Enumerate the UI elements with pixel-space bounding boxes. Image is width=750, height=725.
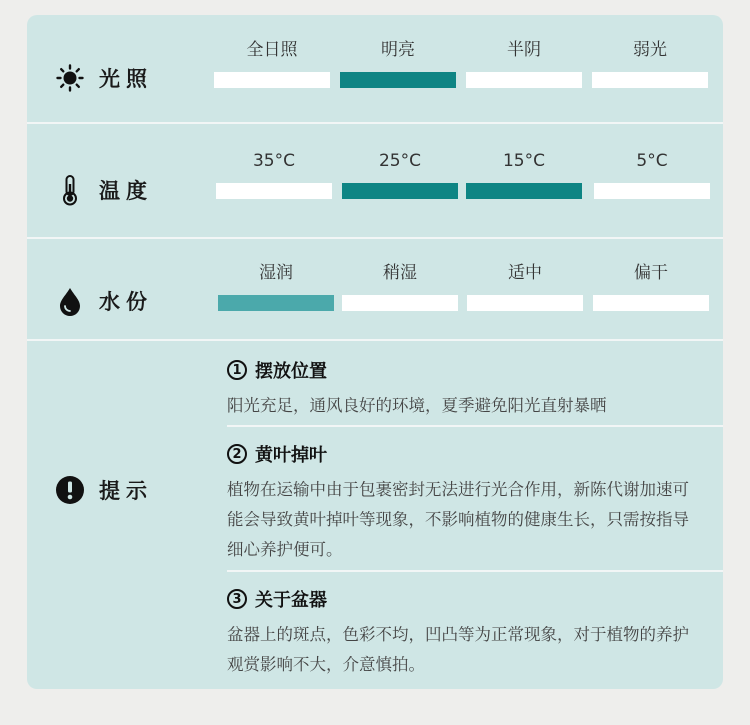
tip-item bbox=[227, 441, 723, 565]
light-row bbox=[27, 15, 723, 122]
water-label-text: 水份 bbox=[99, 290, 153, 314]
level-bar-active bbox=[218, 295, 334, 311]
water-option-moist bbox=[218, 261, 334, 311]
level-bar bbox=[342, 295, 458, 311]
light-label bbox=[55, 63, 153, 93]
light-option-low-light bbox=[592, 38, 708, 88]
level-bar bbox=[214, 72, 330, 88]
tip-title-text: 黄叶掉叶 bbox=[255, 445, 327, 466]
temperature-row bbox=[27, 124, 723, 237]
level-bar bbox=[216, 183, 332, 199]
tip-item bbox=[227, 357, 723, 421]
option-label: 35°C bbox=[252, 151, 295, 171]
temp-option-15 bbox=[466, 149, 582, 199]
tip-item bbox=[227, 586, 723, 680]
light-option-bright bbox=[340, 38, 456, 88]
option-label: 稍湿 bbox=[383, 263, 417, 283]
tips-label bbox=[55, 475, 153, 505]
water-label bbox=[55, 286, 153, 316]
tip-number: 1 bbox=[227, 360, 247, 380]
water-option-dry bbox=[593, 261, 709, 311]
temp-option-25 bbox=[342, 149, 458, 199]
tip-title bbox=[227, 586, 723, 612]
water-row bbox=[27, 239, 723, 339]
option-label: 弱光 bbox=[633, 40, 667, 60]
alert-icon bbox=[55, 475, 85, 505]
tip-title bbox=[227, 441, 723, 467]
temp-option-5 bbox=[594, 149, 710, 199]
option-label: 25°C bbox=[378, 151, 421, 171]
tip-body: 阳光充足，通风良好的环境，夏季避免阳光直射暴晒 bbox=[227, 396, 607, 415]
level-bar bbox=[592, 72, 708, 88]
level-bar bbox=[466, 72, 582, 88]
water-option-moderate bbox=[467, 261, 583, 311]
water-drop-icon bbox=[55, 286, 85, 316]
temperature-label-text: 温度 bbox=[99, 179, 153, 203]
tip-divider bbox=[227, 425, 723, 427]
option-label: 明亮 bbox=[381, 40, 415, 60]
level-bar bbox=[467, 295, 583, 311]
option-label: 半阴 bbox=[507, 40, 541, 60]
tip-body: 盆器上的斑点，色彩不均，凹凸等为正常现象，对于植物的养护观赏影响不大，介意慎拍。 bbox=[227, 625, 689, 674]
level-bar-active bbox=[466, 183, 582, 199]
sun-icon bbox=[55, 63, 85, 93]
thermometer-icon bbox=[55, 175, 85, 205]
tip-divider bbox=[227, 570, 723, 572]
light-option-partial-shade bbox=[466, 38, 582, 88]
tips-row bbox=[27, 341, 723, 689]
temp-option-35 bbox=[216, 149, 332, 199]
option-label: 15°C bbox=[502, 151, 545, 171]
level-bar-active bbox=[342, 183, 458, 199]
option-label: 偏干 bbox=[634, 263, 668, 283]
light-option-full-sun bbox=[214, 38, 330, 88]
option-label: 适中 bbox=[508, 263, 542, 283]
tip-title-text: 关于盆器 bbox=[255, 590, 327, 611]
option-label: 湿润 bbox=[259, 263, 293, 283]
water-option-slightly-moist bbox=[342, 261, 458, 311]
tip-number: 2 bbox=[227, 444, 247, 464]
tip-body: 植物在运输中由于包裹密封无法进行光合作用，新陈代谢加速可能会导致黄叶掉叶等现象，不影响植物的健康生长，只需按指导细心养护便可。 bbox=[227, 480, 689, 559]
temperature-label bbox=[55, 175, 153, 205]
tips-label-text: 提示 bbox=[99, 479, 153, 503]
option-label: 全日照 bbox=[246, 40, 298, 60]
level-bar-active bbox=[340, 72, 456, 88]
option-label: 5°C bbox=[636, 151, 668, 171]
tip-title bbox=[227, 357, 723, 383]
tip-title-text: 摆放位置 bbox=[255, 361, 327, 382]
care-guide-card bbox=[27, 15, 723, 689]
tip-number: 3 bbox=[227, 589, 247, 609]
light-label-text: 光照 bbox=[99, 67, 153, 91]
level-bar bbox=[593, 295, 709, 311]
level-bar bbox=[594, 183, 710, 199]
